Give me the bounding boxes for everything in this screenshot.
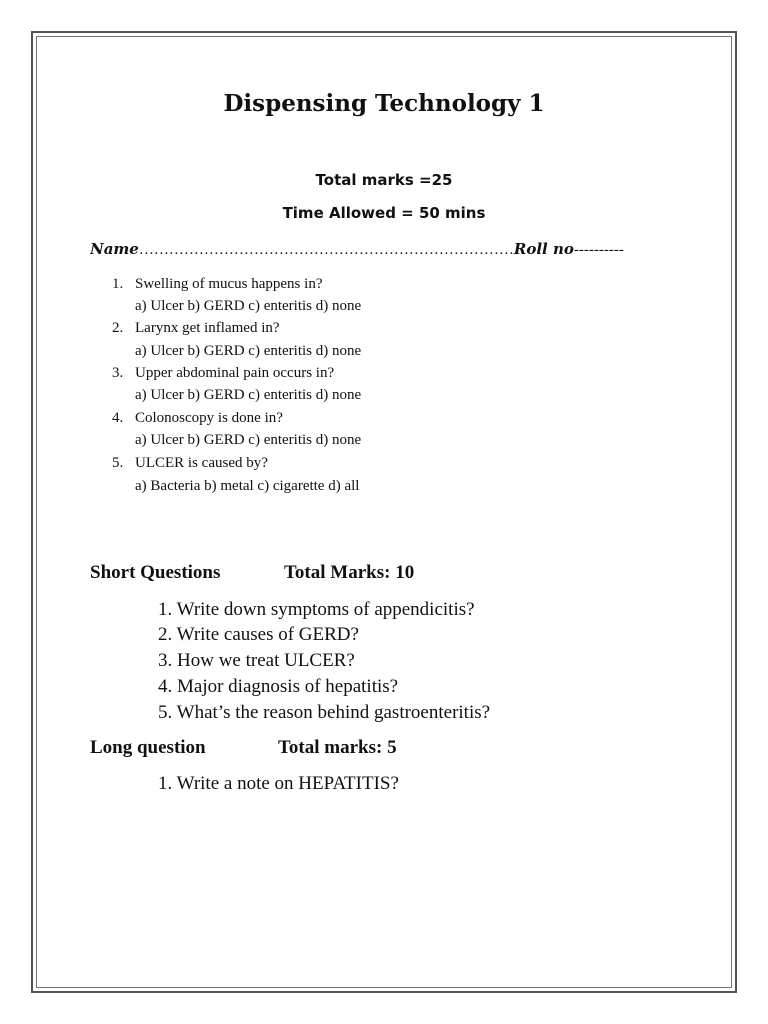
document-title: Dispensing Technology 1 [223, 90, 545, 117]
mcq-number: 5. [112, 455, 124, 471]
mcq-options: a) Ulcer b) GERD c) enteritis d) none [135, 298, 362, 314]
mcq-question: Upper abdominal pain occurs in? [135, 365, 335, 381]
mcq-options: a) Ulcer b) GERD c) enteritis d) none [135, 343, 362, 359]
long-question-marks: Total marks: 5 [278, 737, 397, 758]
short-question: 4. Major diagnosis of hepatitis? [158, 676, 399, 697]
mcq-question: Larynx get inflamed in? [135, 320, 280, 336]
mcq-number: 2. [112, 320, 124, 336]
name-dots: ………………………………………………………………… [138, 242, 514, 258]
roll-label: Roll no [513, 240, 574, 258]
mcq-options: a) Bacteria b) metal c) cigarette d) all [135, 478, 360, 494]
mcq-question: Swelling of mucus happens in? [135, 276, 323, 292]
short-question: 2. Write causes of GERD? [158, 624, 359, 645]
mcq-number: 4. [112, 410, 124, 426]
short-question: 1. Write down symptoms of appendicitis? [158, 599, 475, 620]
mcq-number: 1. [112, 276, 124, 292]
long-question: 1. Write a note on HEPATITIS? [158, 773, 399, 794]
total-marks: Total marks =25 [315, 171, 453, 189]
mcq-number: 3. [112, 365, 124, 381]
long-question-heading: Long question [90, 737, 206, 758]
name-roll-line [90, 240, 680, 259]
short-question: 5. What’s the reason behind gastroenteritis? [158, 702, 491, 723]
roll-dashes: ---------- [573, 242, 624, 258]
short-question: 3. How we treat ULCER? [158, 650, 355, 671]
mcq-question: Colonoscopy is done in? [135, 410, 283, 426]
name-label: Name [90, 240, 139, 258]
time-allowed: Time Allowed = 50 mins [282, 204, 486, 222]
mcq-question: ULCER is caused by? [135, 455, 268, 471]
short-questions-marks: Total Marks: 10 [284, 562, 415, 583]
mcq-options: a) Ulcer b) GERD c) enteritis d) none [135, 387, 362, 403]
short-questions-heading: Short Questions [90, 562, 221, 583]
mcq-options: a) Ulcer b) GERD c) enteritis d) none [135, 432, 362, 448]
